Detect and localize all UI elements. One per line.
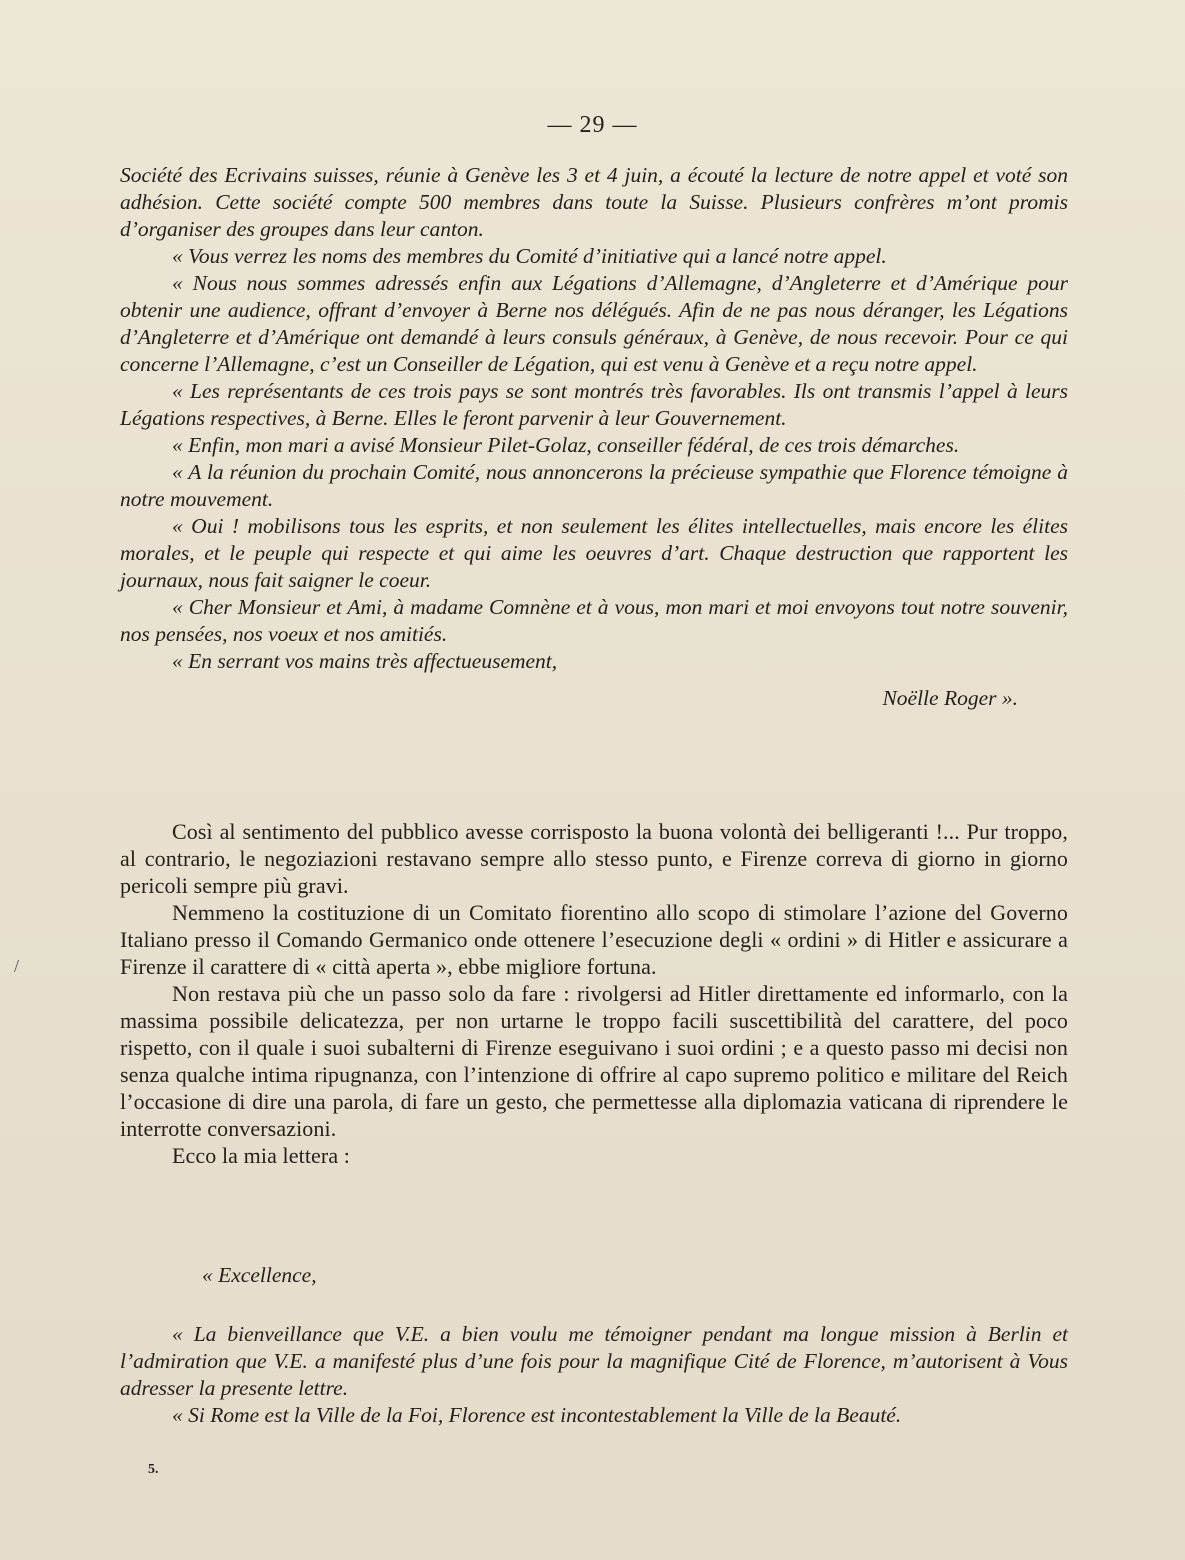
french-paragraph-3: « Nous nous sommes adressés enfin aux Légations d’Allemagne, d’Angleterre et d’Amérique pour obtenir une audience, offrant d’envoyer à Berne nos délégués. Afin de ne pas nous déranger, les Légations d’Angleterre et d’Amérique ont demandé à leurs consuls généraux, à Genève, de nous recevoir. Pour ce qui concerne l’Allemagne, c’est un Conseiller de Légation, qui est venu à Genève et a reçu notre appel. xyxy=(120,271,1068,376)
letter-signature: Noëlle Roger ». xyxy=(882,686,1018,710)
signature-mark: 5. xyxy=(148,1462,159,1477)
margin-mark: / xyxy=(14,956,20,976)
french-paragraph-9: « En serrant vos mains très affectueusement, xyxy=(172,649,558,673)
french-paragraph-8: « Cher Monsieur et Ami, à madame Comnène et à vous, mon mari et moi envoyons tout notre souvenir, nos pensées, nos voeux et nos amitiés. xyxy=(120,595,1068,646)
italian-paragraph-3: Non restava più che un passo solo da fare : rivolgersi ad Hitler direttamente ed informarlo, con la massima possibile delicatezza, per non urtarne le troppo facili suscettibilità del carattere, del poco rispetto, con il quale i suoi subalterni di Firenze eseguivano i suoi ordini ; e a questo passo mi decisi non senza qualche intima ripugnanza, con l’intenzione di offrire al capo supremo politico e militare del Reich l’occasione di dire una parola, di fare un gesto, che permettesse alla diplomazia vaticana di riprendere le interrotte conversazioni. xyxy=(120,981,1068,1141)
page-number: — 29 — xyxy=(547,112,638,138)
french-paragraph-7: « Oui ! mobilisons tous les esprits, et non seulement les élites intellectuelles, mais encore les élites morales, et le peuple qui respecte et qui aime les oeuvres d’art. Chaque destruction que rapportent les journaux, nous fait saigner le coeur. xyxy=(120,514,1068,592)
italian-paragraph-1: Così al sentimento del pubblico avesse corrisposto la buona volontà dei belligeranti !... Pur troppo, al contrario, le negoziazioni restavano sempre allo stesso punto, e Firenze correva di giorno in giorno pericoli sempre più gravi. xyxy=(120,819,1068,898)
italian-paragraph-2: Nemmeno la costituzione di un Comitato fiorentino allo scopo di stimolare l’azione del Governo Italiano presso il Comando Germanico onde ottenere l’esecuzione degli « ordini » di Hitler e assicurare a Firenze il carattere di « città aperta », ebbe migliore fortuna. xyxy=(120,900,1068,979)
french-paragraph-2: « Vous verrez les noms des membres du Comité d’initiative qui a lancé notre appel. xyxy=(172,244,887,268)
french-paragraph-1: Société des Ecrivains suisses, réunie à Genève les 3 et 4 juin, a écouté la lecture de notre appel et voté son adhésion. Cette société compte 500 membres dans toute la Suisse. Plusieurs confrères m’ont promis d’organiser des groupes dans leur canton. xyxy=(120,163,1068,241)
italian-text xyxy=(120,818,1068,1169)
italian-paragraph-4: Ecco la mia lettera : xyxy=(172,1143,351,1168)
french-paragraph-4: « Les représentants de ces trois pays se sont montrés très favorables. Ils ont transmis l’appel à leurs Légations respectives, à Berne. Elles le feront parvenir à leur Gouvernement. xyxy=(120,379,1068,430)
letter-salutation: « Excellence, xyxy=(202,1263,317,1287)
letter-2-paragraph-2: « Si Rome est la Ville de la Foi, Florence est incontestablement la Ville de la Beauté. xyxy=(172,1403,902,1427)
letter-2-paragraph-1: « La bienveillance que V.E. a bien voulu me témoigner pendant ma longue mission à Berlin et l’admiration que V.E. a manifesté plus d’une fois pour la magnifique Cité de Florence, m’autorisent à Vous adresser la presente lettre. xyxy=(120,1322,1068,1400)
french-letter-2 xyxy=(120,1262,1068,1429)
french-letter-1 xyxy=(120,162,1068,712)
french-paragraph-6: « A la réunion du prochain Comité, nous annoncerons la précieuse sympathie que Florence témoigne à notre mouvement. xyxy=(120,460,1068,511)
french-paragraph-5: « Enfin, mon mari a avisé Monsieur Pilet-Golaz, conseiller fédéral, de ces trois démarches. xyxy=(172,433,960,457)
